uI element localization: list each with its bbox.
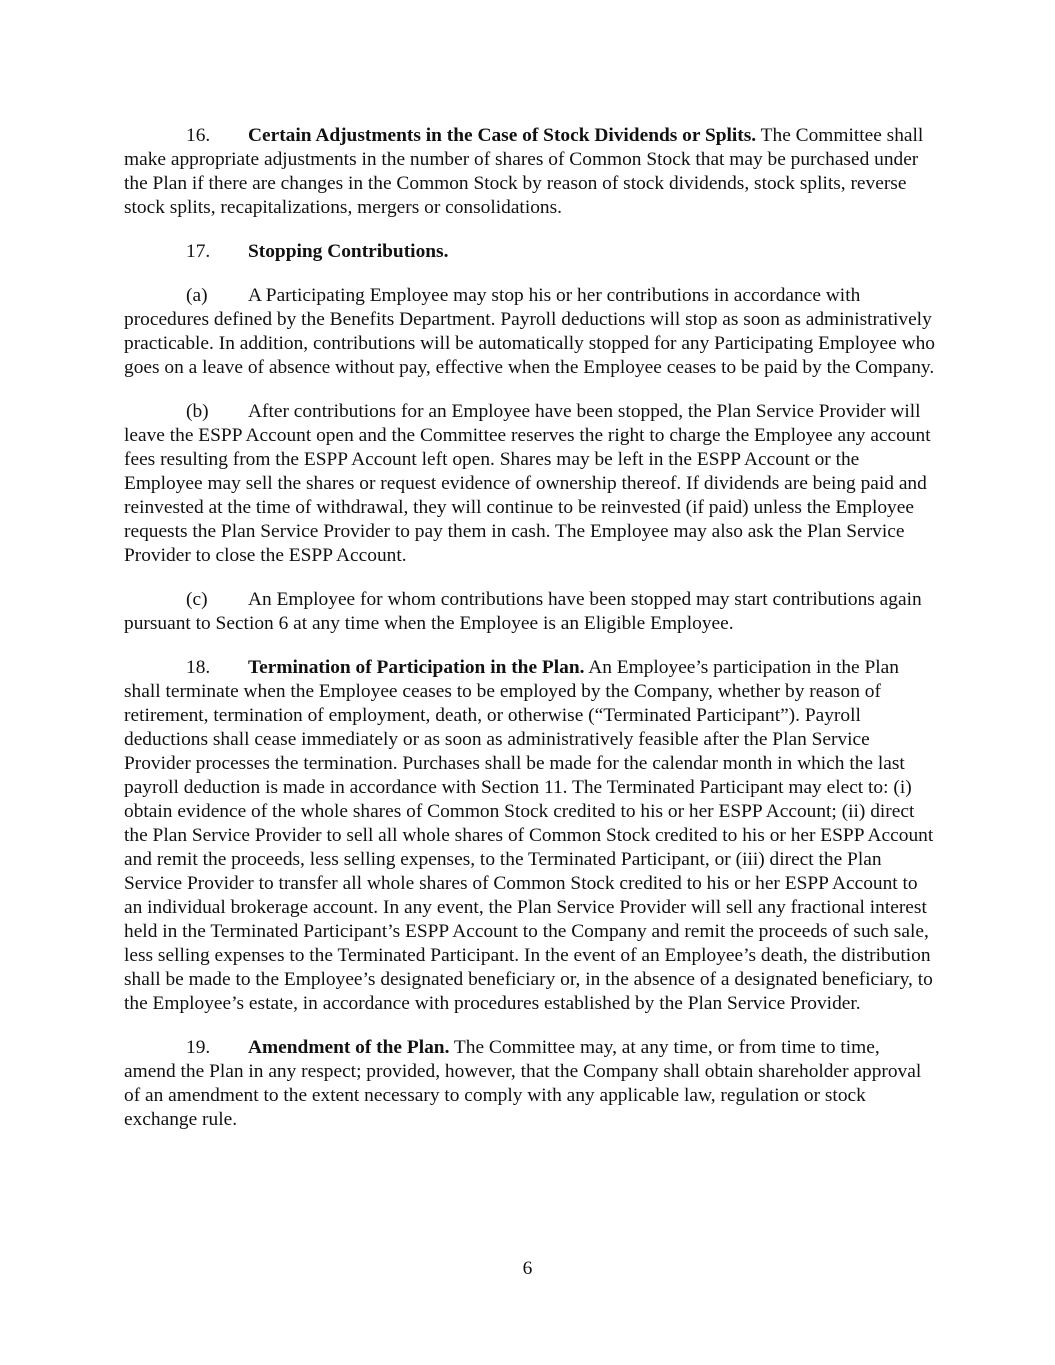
section-text: The Committee may, at any time, or from time to time, amend the Plan in any respect; provided, however, that the Company shall obtain shareholder approval of an amendment to the extent necessary to comply with any applicable law, regulation or stock exchange rule.: [124, 1037, 922, 1130]
subsection-letter: (a): [186, 285, 208, 306]
section-text: A Participating Employee may stop his or her contributions in accordance with procedures defined by the Benefits Department. Payroll deductions will stop as soon as administratively practicable. In addition, contributions will be automatically stopped for any Participating Employee who goes on a leave of absence without pay, effective when the Employee ceases to be paid by the Company.: [124, 285, 935, 378]
document-body: [124, 124, 936, 1152]
section-18: [124, 656, 936, 1016]
section-heading: Stopping Contributions.: [248, 241, 449, 262]
subsection-letter: (c): [186, 589, 208, 610]
section-17-c: [124, 588, 936, 636]
section-heading: Amendment of the Plan.: [248, 1037, 450, 1058]
subsection-letter: (b): [186, 401, 209, 422]
section-heading: Certain Adjustments in the Case of Stock Dividends or Splits.: [248, 125, 757, 146]
page-number: 6: [522, 1258, 533, 1279]
section-17-a: [124, 284, 936, 380]
section-text: After contributions for an Employee have been stopped, the Plan Service Provider will leave the ESPP Account open and the Committee reserves the right to charge the Employee any account fees resulting from the ESPP Account left open. Shares may be left in the ESPP Account or the Employee may sell the shares or request evidence of ownership thereof. If dividends are being paid and reinvested at the time of withdrawal, they will continue to be reinvested (if paid) unless the Employee requests the Plan Service Provider to pay them in cash. The Employee may also ask the Plan Service Provider to close the ESPP Account.: [124, 401, 931, 566]
section-number: 17.: [186, 241, 211, 262]
section-16: [124, 124, 936, 220]
section-text: An Employee’s participation in the Plan shall terminate when the Employee ceases to be employed by the Company, whether by reason of retirement, termination of employment, death, or otherwise (“Terminated Participant”). Payroll deductions shall cease immediately or as soon as administratively feasible after the Plan Service Provider processes the termination. Purchases shall be made for the calendar month in which the last payroll deduction is made in accordance with Section 11. The Terminated Participant may elect to: (i) obtain evidence of the whole shares of Common Stock credited to his or her ESPP Account; (ii) direct the Plan Service Provider to sell all whole shares of Common Stock credited to his or her ESPP Account and remit the proceeds, less selling expenses, to the Terminated Participant, or (iii) direct the Plan Service Provider to transfer all whole shares of Common Stock credited to his or her ESPP Account to an individual brokerage account. In any event, the Plan Service Provider will sell any fractional interest held in the Terminated Participant’s ESPP Account to the Company and remit the proceeds of such sale, less selling expenses to the Terminated Participant. In the event of an Employee’s death, the distribution shall be made to the Employee’s designated beneficiary or, in the absence of a designated beneficiary, to the Employee’s estate, in accordance with procedures established by the Plan Service Provider.: [124, 657, 934, 1014]
section-text: An Employee for whom contributions have been stopped may start contributions again pursuant to Section 6 at any time when the Employee is an Eligible Employee.: [124, 589, 922, 634]
section-17-b: [124, 400, 936, 568]
section-number: 18.: [186, 657, 211, 678]
section-19: [124, 1036, 936, 1132]
section-number: 16.: [186, 125, 211, 146]
section-heading: Termination of Participation in the Plan.: [248, 657, 585, 678]
section-number: 19.: [186, 1037, 211, 1058]
section-17: [124, 240, 936, 264]
section-text: The Committee shall make appropriate adjustments in the number of shares of Common Stock that may be purchased under the Plan if there are changes in the Common Stock by reason of stock dividends, stock splits, reverse stock splits, recapitalizations, mergers or consolidations.: [124, 125, 924, 218]
